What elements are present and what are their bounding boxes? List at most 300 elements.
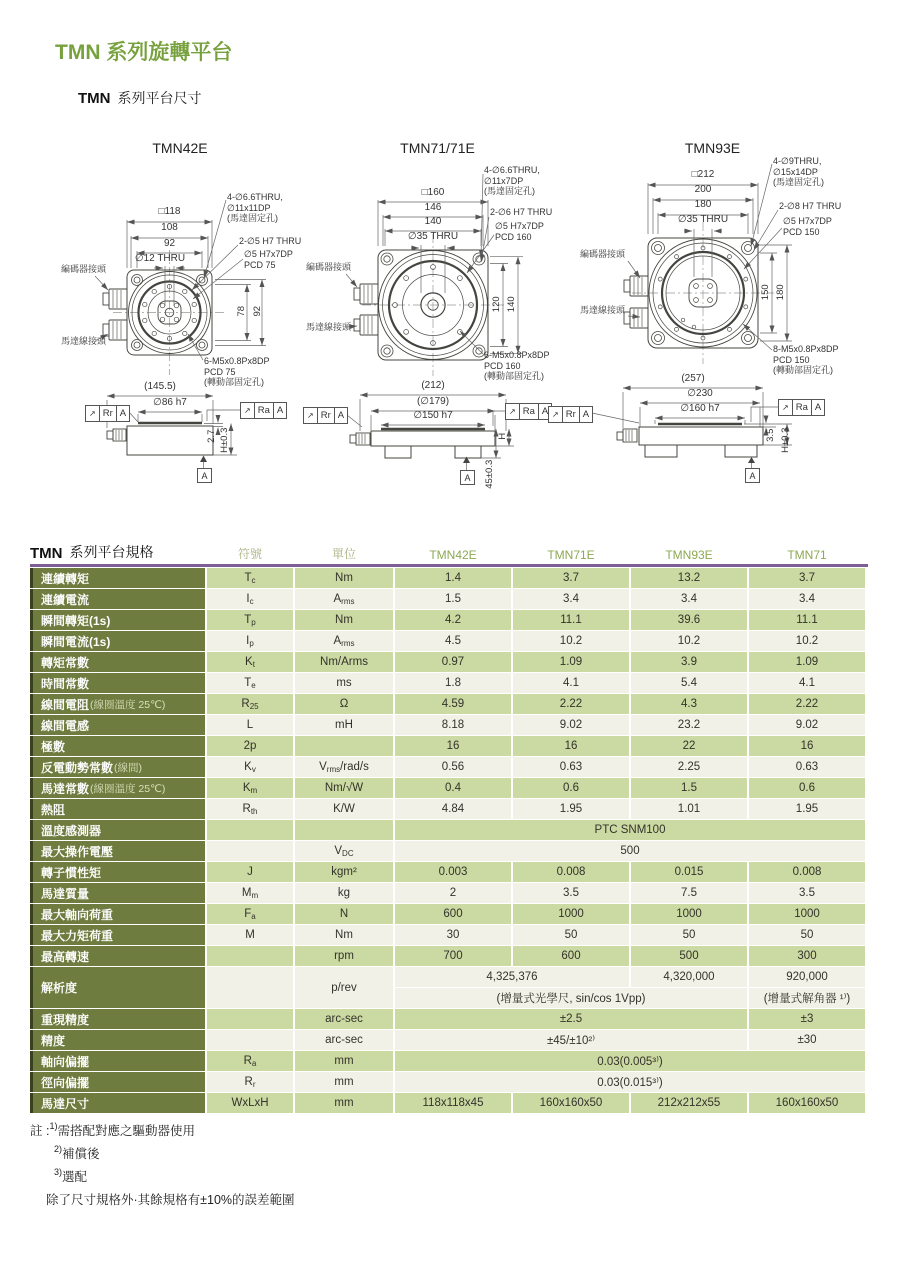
unit-cell — [295, 1093, 393, 1113]
callout-motor-holes — [227, 192, 283, 224]
callout-line: ∅11x11DP — [227, 202, 271, 213]
symbol-sub: 25 — [249, 702, 259, 711]
value-cell: 500 — [631, 946, 747, 966]
callout-pin-hole: 2-∅8 H7 THRU — [779, 201, 842, 211]
callout-line: ∅15x14DP — [773, 166, 818, 177]
datum-a-box: A — [460, 470, 475, 485]
page-title: TMN 系列旋轉平台 — [55, 41, 233, 64]
row-label: 線間電感 — [41, 718, 90, 733]
row-label-cell — [30, 1009, 205, 1029]
subtitle-rest: 系列平台尺寸 — [117, 90, 202, 106]
callout-motor-holes — [484, 165, 540, 197]
datum-a-box: A — [745, 468, 760, 483]
table-row — [30, 862, 868, 882]
value-cell: 3.4 — [513, 589, 629, 609]
unit-part: V — [334, 845, 343, 857]
row-label-cell — [30, 610, 205, 630]
datum-letter: A — [811, 400, 824, 415]
table-row — [30, 610, 868, 630]
unit-part: Ω — [339, 698, 349, 710]
callout-line: 8-M5x0.8Px8DP — [773, 344, 839, 354]
unit-cell — [295, 694, 393, 714]
unit-cell — [295, 862, 393, 882]
value-cell: 0.03(0.015³⁾) — [395, 1072, 865, 1092]
datum-frame-radial — [85, 405, 130, 422]
datum-letter: Ra — [254, 403, 273, 418]
unit-part: mm — [334, 1055, 354, 1067]
value-cell: 4,320,000 — [631, 967, 747, 987]
row-label: 馬達尺寸 — [41, 1096, 90, 1111]
column-header-tmn93e: TMN93E — [665, 548, 713, 562]
unit-cell — [295, 1030, 393, 1050]
encoder-connector-label: 編碼器接頭 — [306, 262, 352, 272]
value-cell: 600 — [513, 946, 629, 966]
table-row — [30, 652, 868, 672]
unit-part: arc-sec — [325, 1013, 363, 1025]
symbol-cell — [207, 1051, 293, 1071]
symbol-base: R — [243, 1055, 252, 1067]
value-cell: 50 — [631, 925, 747, 945]
unit-cell — [295, 883, 393, 903]
spec-table — [30, 538, 868, 1114]
callout-line: 4-∅6.6THRU, — [484, 165, 540, 175]
row-label: 馬達常數 — [41, 781, 90, 796]
unit-part: Nm — [335, 572, 353, 584]
table-row — [30, 568, 868, 588]
symbol-base: K — [244, 761, 252, 773]
datum-letter: Rr — [317, 408, 334, 423]
symbol-sub: c — [249, 597, 254, 606]
callout-line: 4-∅6.6THRU, — [227, 192, 283, 202]
table-row — [30, 1093, 868, 1113]
unit-cell — [295, 841, 393, 861]
unit-part: ms — [336, 677, 352, 689]
table-row — [30, 1009, 868, 1029]
symbol-cell — [207, 883, 293, 903]
spec-table-header — [30, 538, 868, 564]
subtitle-bold: TMN — [78, 90, 111, 107]
callout-line: ∅5 H7x7DP — [495, 221, 544, 231]
unit-cell — [295, 715, 393, 735]
row-label-cell — [30, 799, 205, 819]
table-row — [30, 820, 868, 840]
value-cell: 50 — [513, 925, 629, 945]
unit-part: arc-sec — [325, 1034, 363, 1046]
symbol-cell — [207, 610, 293, 630]
tolerance-note: 除了尺寸規格外·其餘規格有±10%的誤差範圍 — [46, 1192, 295, 1207]
value-cell: 3.5 — [749, 883, 865, 903]
unit-cell — [295, 631, 393, 651]
value-cell: 160x160x50 — [749, 1093, 865, 1113]
callout-line: PCD 75 — [204, 366, 236, 377]
motor-connector — [103, 320, 127, 340]
unit-cell — [295, 967, 393, 1008]
side-overall-dim: (145.5) — [144, 381, 176, 392]
value-subrow — [395, 967, 865, 987]
column-header-tmn71e: TMN71E — [547, 548, 595, 562]
callout-line: PCD 160 — [484, 360, 521, 371]
table-row — [30, 841, 868, 861]
datum-frame-axial — [778, 399, 825, 416]
symbol-cell — [207, 1009, 293, 1029]
value-cell: 10.2 — [513, 631, 629, 651]
symbol-cell — [207, 736, 293, 756]
row-label: 徑向偏擺 — [41, 1075, 90, 1090]
footnote-text: 需搭配對應之驅動器使用 — [57, 1123, 195, 1138]
runout-icon: ↗ — [782, 403, 789, 412]
datum-letter: A — [334, 408, 347, 423]
value-cell: 10.2 — [631, 631, 747, 651]
datum-letter: Ra — [519, 404, 538, 419]
row-label-cell — [30, 757, 205, 777]
dim-label: 180 — [774, 284, 786, 301]
callout-line: (轉動部固定孔) — [773, 365, 833, 375]
spec-title-bold: TMN — [30, 545, 63, 562]
row-label-cell — [30, 778, 205, 798]
unit-part: mm — [334, 1097, 354, 1109]
callout-motor-holes — [773, 156, 824, 188]
symbol-sub: c — [251, 576, 256, 585]
row-label-cell — [30, 925, 205, 945]
datum-letter: Rr — [562, 407, 579, 422]
side-dim: 45±0.3 — [483, 459, 495, 489]
unit-part: rms — [341, 597, 355, 606]
dim-label: □212 — [691, 169, 715, 180]
row-label: 連續電流 — [41, 592, 90, 607]
row-label-cell — [30, 841, 205, 861]
value-cell: 4.2 — [395, 610, 511, 630]
dim-label: 92 — [163, 238, 176, 249]
symbol-cell — [207, 673, 293, 693]
value-cell: 500 — [395, 841, 865, 861]
value-cell: 212x212x55 — [631, 1093, 747, 1113]
unit-part: kg — [337, 887, 351, 899]
value-cell: 8.18 — [395, 715, 511, 735]
symbol-base: T — [244, 572, 252, 584]
unit-cell — [295, 799, 393, 819]
spec-table-body — [30, 568, 868, 1113]
side-overall-dim: (257) — [681, 373, 705, 384]
unit-cell — [295, 673, 393, 693]
row-label: 線間電阻 — [41, 697, 90, 712]
row-label: 最高轉速 — [41, 949, 90, 964]
dim-label: ∅35 THRU — [407, 231, 459, 242]
section-subtitle — [78, 88, 202, 108]
value-cell: ±2.5 — [395, 1009, 747, 1029]
row-label-note: (線間) — [114, 761, 143, 774]
datum-letter: A — [273, 403, 286, 418]
symbol-cell — [207, 862, 293, 882]
symbol-base: L — [246, 719, 254, 731]
symbol-sub: a — [251, 912, 256, 921]
row-label: 極數 — [41, 739, 66, 754]
encoder-connector-label: 編碼器接頭 — [61, 264, 107, 274]
unit-cell — [295, 820, 393, 840]
callout-line: PCD 150 — [783, 226, 820, 237]
table-row — [30, 967, 868, 1008]
table-row — [30, 883, 868, 903]
encoder-connector — [103, 289, 127, 309]
table-row — [30, 1072, 868, 1092]
unit-cell — [295, 1009, 393, 1029]
row-label-cell — [30, 883, 205, 903]
value-cell: 3.7 — [749, 568, 865, 588]
unit-part: rms — [326, 765, 341, 774]
runout-icon: ↗ — [244, 406, 251, 415]
table-row — [30, 904, 868, 924]
side-dim: 3.5 — [764, 428, 776, 442]
callout-line: 6-M5x0.8Px8DP — [204, 356, 270, 366]
row-label-note: (線圈溫度 25℃) — [90, 782, 166, 795]
dim-label: ∅35 THRU — [677, 214, 729, 225]
unit-part: /rad/s — [340, 761, 369, 773]
symbol-sub: p — [251, 618, 256, 627]
footnote — [30, 1118, 295, 1141]
unit-part: N — [339, 908, 349, 920]
value-cell: 300 — [749, 946, 865, 966]
callout-line: (馬達固定孔) — [773, 177, 824, 187]
row-label: 瞬間電流(1s) — [41, 634, 111, 649]
technical-drawing-tmn42e — [55, 138, 305, 500]
row-label-cell — [30, 715, 205, 735]
dim-label: 108 — [161, 222, 178, 233]
table-row — [30, 778, 868, 798]
drawing-title: TMN42E — [152, 140, 208, 156]
encoder-connector — [354, 284, 378, 304]
footnote-marker: 2) — [54, 1143, 63, 1154]
callout-rotor-holes — [773, 344, 839, 376]
unit-part: Nm — [335, 929, 353, 941]
callout-pcd — [495, 221, 544, 242]
value-cell: 0.6 — [749, 778, 865, 798]
header-divider — [30, 564, 868, 567]
symbol-cell — [207, 694, 293, 714]
dim-label: 180 — [694, 199, 712, 210]
value-cell: 50 — [749, 925, 865, 945]
datum-letter: Rr — [99, 406, 116, 421]
table-row — [30, 631, 868, 651]
value-cell: 2 — [395, 883, 511, 903]
dim-label: 78 — [235, 305, 247, 317]
technical-drawing-tmn71 — [300, 138, 575, 500]
value-cell: 16 — [513, 736, 629, 756]
value-cell: 4.1 — [749, 673, 865, 693]
callout-pin-hole: 2-∅5 H7 THRU — [239, 236, 302, 246]
unit-cell — [295, 1072, 393, 1092]
table-row — [30, 799, 868, 819]
value-cell: 160x160x50 — [513, 1093, 629, 1113]
value-cell: 11.1 — [749, 610, 865, 630]
side-table-dim: ∅86 h7 — [153, 397, 187, 408]
symbol-base: R — [244, 1076, 253, 1088]
symbol-sub: e — [251, 681, 256, 690]
row-label-cell — [30, 967, 205, 1008]
row-label: 熱阻 — [41, 802, 66, 817]
symbol-cell — [207, 589, 293, 609]
row-label: 反電動勢常數 — [41, 760, 114, 775]
value-cell: ±3 — [749, 1009, 865, 1029]
symbol-base: F — [244, 908, 252, 920]
symbol-base: M — [245, 929, 255, 941]
unit-cell — [295, 568, 393, 588]
symbol-base: J — [247, 866, 253, 878]
column-header-unit: 單位 — [331, 547, 356, 561]
symbol-base: R — [242, 803, 251, 815]
symbol-sub: th — [250, 807, 258, 816]
unit-part: mm — [334, 1076, 354, 1088]
callout-pcd — [783, 216, 832, 237]
symbol-sub: a — [251, 1059, 257, 1068]
row-label-cell — [30, 652, 205, 672]
value-cell: 1.4 — [395, 568, 511, 588]
dim-label: 92 — [251, 305, 263, 317]
row-label-cell — [30, 568, 205, 588]
datum-a-box: A — [197, 468, 212, 483]
side-dim: H±0.3 — [218, 427, 230, 453]
datum-frame-radial — [548, 406, 593, 423]
table-row — [30, 946, 868, 966]
value-cell: 600 — [395, 904, 511, 924]
row-label: 最大操作電壓 — [41, 844, 114, 859]
symbol-cell — [207, 1093, 293, 1113]
value-cell: 1.95 — [513, 799, 629, 819]
value-cell: 1.09 — [513, 652, 629, 672]
value-cell: 0.63 — [513, 757, 629, 777]
row-label-cell — [30, 673, 205, 693]
row-label-cell — [30, 1093, 205, 1113]
unit-part: A — [333, 593, 342, 605]
symbol-base: T — [244, 614, 252, 626]
table-row — [30, 925, 868, 945]
unit-cell — [295, 904, 393, 924]
value-cell: ±30 — [749, 1030, 865, 1050]
table-row — [30, 1030, 868, 1050]
footnote-text: 選配 — [62, 1169, 88, 1184]
runout-icon: ↗ — [307, 411, 314, 420]
symbol-cell — [207, 967, 293, 1008]
runout-icon: ↗ — [509, 407, 516, 416]
value-subrows — [395, 967, 865, 1008]
symbol-base: T — [244, 677, 252, 689]
footnote — [54, 1164, 295, 1187]
row-label: 轉矩常數 — [41, 655, 90, 670]
row-label: 溫度感測器 — [41, 823, 102, 838]
row-label: 精度 — [41, 1033, 66, 1048]
center-hub — [681, 279, 717, 329]
dim-label: 200 — [694, 184, 712, 195]
side-table-dim: ∅160 h7 — [680, 403, 720, 414]
symbol-cell — [207, 757, 293, 777]
spec-title-rest: 系列平台規格 — [69, 544, 154, 560]
symbol-sub: r — [252, 1080, 256, 1089]
value-cell: 4.84 — [395, 799, 511, 819]
value-cell: (增量式光學尺, sin/cos 1Vpp) — [395, 988, 747, 1008]
symbol-cell — [207, 1072, 293, 1092]
value-cell: 0.008 — [749, 862, 865, 882]
row-label-cell — [30, 904, 205, 924]
value-cell: 9.02 — [513, 715, 629, 735]
symbol-cell — [207, 841, 293, 861]
unit-part: p/rev — [331, 981, 357, 994]
datum-letter: A — [579, 407, 592, 422]
row-label-cell — [30, 589, 205, 609]
value-cell: 1.5 — [395, 589, 511, 609]
unit-part: V — [319, 761, 327, 773]
callout-line: 6-M5x0.8Px8DP — [484, 350, 550, 360]
value-cell: 5.4 — [631, 673, 747, 693]
dim-label: ∅12 THRU — [134, 253, 186, 264]
unit-cell — [295, 778, 393, 798]
unit-part: Nm/Arms — [320, 656, 368, 668]
table-row — [30, 715, 868, 735]
footnote-marker: 1) — [49, 1120, 58, 1131]
value-cell: 11.1 — [513, 610, 629, 630]
unit-part: DC — [342, 849, 354, 858]
dimension-lines — [346, 174, 523, 354]
callout-pin-hole: 2-∅6 H7 THRU — [490, 207, 553, 217]
symbol-sub: p — [249, 639, 254, 648]
unit-cell — [295, 946, 393, 966]
dim-label: 140 — [505, 296, 517, 313]
value-cell: 0.008 — [513, 862, 629, 882]
value-cell: 0.63 — [749, 757, 865, 777]
unit-cell — [295, 736, 393, 756]
symbol-cell — [207, 799, 293, 819]
row-label: 瞬間轉矩(1s) — [41, 613, 111, 628]
value-cell: 3.4 — [749, 589, 865, 609]
encoder-connector-label: 編碼器接頭 — [580, 249, 626, 259]
callout-rotor-holes — [204, 356, 270, 388]
symbol-base: WxLxH — [231, 1097, 269, 1109]
value-cell: 16 — [749, 736, 865, 756]
callout-line: (轉動部固定孔) — [204, 377, 264, 387]
value-cell: 10.2 — [749, 631, 865, 651]
row-label: 連續轉矩 — [41, 571, 90, 586]
symbol-cell — [207, 946, 293, 966]
row-label-cell — [30, 631, 205, 651]
row-label: 軸向偏擺 — [41, 1054, 90, 1069]
value-cell: 0.03(0.005³⁾) — [395, 1051, 865, 1071]
table-row — [30, 736, 868, 756]
symbol-cell — [207, 1030, 293, 1050]
symbol-base: I — [246, 635, 250, 647]
callout-line: PCD 75 — [244, 259, 276, 270]
symbol-cell — [207, 715, 293, 735]
runout-icon: ↗ — [89, 409, 96, 418]
unit-cell — [295, 925, 393, 945]
unit-part: A — [333, 635, 342, 647]
drawing-title: TMN93E — [684, 140, 741, 156]
value-cell: 0.4 — [395, 778, 511, 798]
dim-label: 140 — [424, 216, 442, 227]
side-view-dimensions — [592, 388, 792, 468]
callout-pcd — [244, 249, 293, 270]
dim-label: 120 — [490, 296, 502, 313]
table-row — [30, 589, 868, 609]
callout-line: PCD 160 — [495, 231, 532, 242]
table-row — [30, 694, 868, 714]
symbol-cell — [207, 925, 293, 945]
datum-letter: A — [116, 406, 129, 421]
column-header-tmn42e: TMN42E — [429, 548, 477, 562]
unit-cell — [295, 1051, 393, 1071]
column-header-symbol: 符號 — [237, 547, 262, 561]
callout-line: PCD 150 — [773, 354, 810, 365]
value-cell: 920,000 — [749, 967, 865, 987]
side-overall-dim: (212) — [421, 380, 445, 391]
value-cell: 1.09 — [749, 652, 865, 672]
value-cell: 39.6 — [631, 610, 747, 630]
